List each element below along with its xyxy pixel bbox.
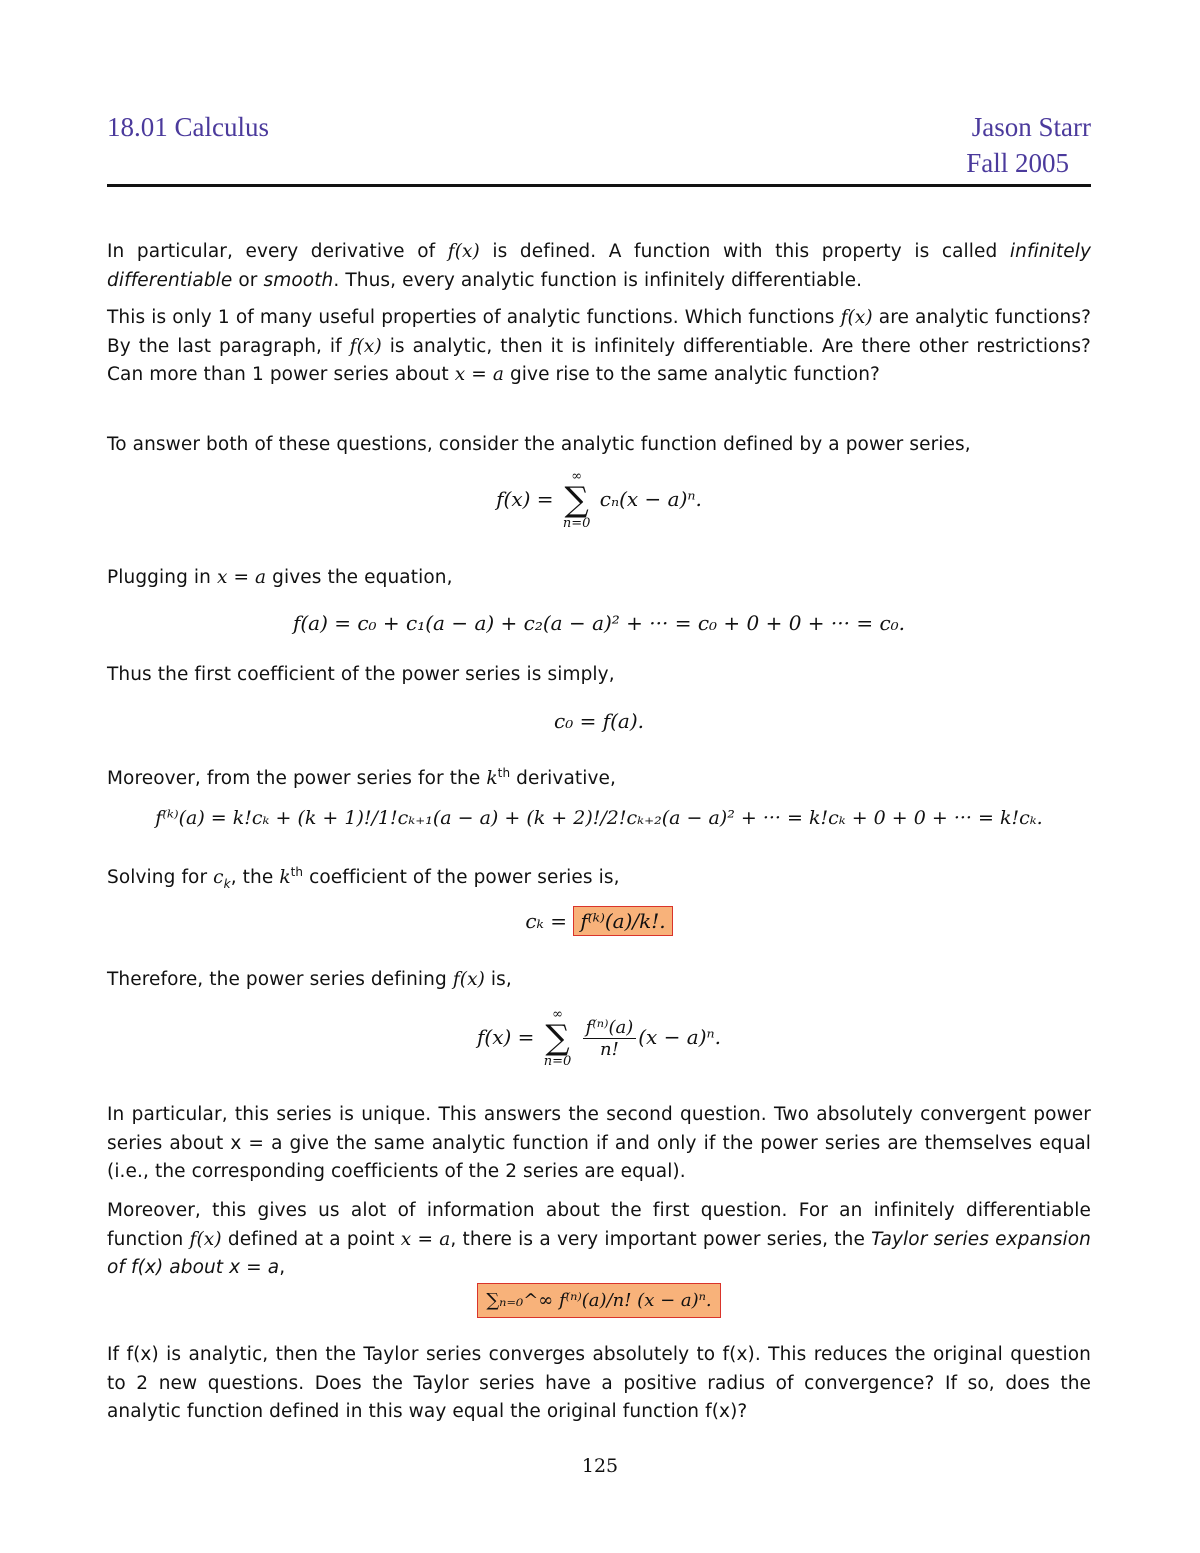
- paragraph-10: [107, 1197, 1091, 1283]
- paragraph-3: To answer both of these questions, consider the analytic function defined by a power series,: [107, 434, 971, 455]
- equation-kth-derivative: [107, 807, 1091, 829]
- text: coefficient of the power series is,: [303, 867, 620, 889]
- math-fx: f(x): [452, 969, 485, 990]
- page-header: [107, 108, 1091, 186]
- highlight-box: [573, 906, 672, 936]
- paragraph-5: Thus the first coefficient of the power series is simply,: [107, 664, 615, 685]
- sigma-symbol: ∑: [564, 480, 589, 520]
- eq-lhs: cₖ =: [525, 909, 567, 933]
- emphasis-smooth: smooth: [263, 269, 334, 291]
- fraction-numerator: f⁽ⁿ⁾(a): [583, 1017, 637, 1039]
- text: ,: [279, 1257, 286, 1278]
- math-fx: f(x): [349, 335, 382, 357]
- text: give rise to the same analytic function?: [503, 364, 880, 385]
- text: is,: [484, 969, 512, 990]
- summation: [544, 1008, 572, 1068]
- term-label: Fall 2005: [966, 148, 1069, 178]
- text: is defined. A function with this property is called: [479, 241, 1010, 262]
- superscript-th: th: [497, 766, 511, 780]
- sigma-symbol: ∑: [545, 1018, 570, 1058]
- text: is analytic, then it is infinitely differentiable. Are there other restrictions? Can more than 1 power series about: [107, 335, 1091, 385]
- eq-lhs: f(x) =: [496, 486, 554, 511]
- text: derivative,: [510, 768, 617, 790]
- text: Moreover, this gives us alot of information about the first question. For an infinitely differentiable function: [107, 1200, 1091, 1250]
- equation-f-of-a: [107, 611, 1091, 635]
- sum-lower: n=0: [543, 1054, 572, 1069]
- emphasis-taylor-series: Taylor series expansion of f(x) about x = a: [107, 1228, 1092, 1278]
- highlight-box: [477, 1283, 720, 1318]
- math-xa: x = a: [216, 567, 267, 588]
- text: , the: [230, 867, 280, 889]
- equation-c0: [107, 709, 1091, 733]
- author-name: Jason Starr: [971, 112, 1091, 142]
- text: In particular, every derivative of: [107, 241, 448, 262]
- math-fx: f(x): [447, 241, 480, 262]
- superscript-th: th: [290, 865, 304, 879]
- math-xa: x = a: [400, 1228, 451, 1250]
- paragraph-11: If f(x) is analytic, then the Taylor series converges absolutely to f(x). This reduces the original question to 2 new questions. Does the Taylor series have a positive radius of convergence? If so, does the analytic function defined in this way equal the original function f(x)?: [107, 1344, 1091, 1422]
- text: or: [232, 269, 264, 291]
- text: Moreover, from the power series for the: [107, 768, 487, 790]
- equation-ck: [107, 906, 1091, 936]
- eq-text: c₀ = f(a).: [554, 709, 644, 733]
- summation: [563, 470, 591, 530]
- paragraph-2: [107, 304, 1091, 390]
- math-c: c: [213, 867, 224, 889]
- text: This is only 1 of many useful properties of analytic functions. Which functions: [107, 307, 841, 328]
- paragraph-6: [107, 759, 1091, 794]
- text: defined at a point: [221, 1228, 401, 1250]
- page-number: 125: [581, 1455, 619, 1477]
- math-fx: f(x): [189, 1228, 222, 1250]
- eq-rhs: cₙ(x − a)ⁿ.: [599, 486, 702, 511]
- equation-taylor-boxed: [107, 1283, 1091, 1318]
- math-k: k: [279, 867, 291, 889]
- eq-text: f(a) = c₀ + c₁(a − a) + c₂(a − a)² + ··· = c₀ + 0 + 0 + ··· = c₀.: [292, 611, 906, 635]
- text: . Thus, every analytic function is infinitely differentiable.: [333, 269, 863, 291]
- eq-text: f⁽ᵏ⁾(a) = k!cₖ + (k + 1)!/1!cₖ₊₁(a − a) + (k + 2)!/2!cₖ₊₂(a − a)² + ··· = k!cₖ + 0 + 0 + ··· = k!cₖ.: [155, 807, 1043, 829]
- text: are analytic functions? By the last paragraph, if: [107, 307, 1091, 357]
- equation-taylor: [107, 1008, 1091, 1068]
- text: , there is a very important power series, the: [450, 1228, 872, 1250]
- paragraph-8: [107, 966, 1091, 995]
- paragraph-9: In particular, this series is unique. This answers the second question. Two absolutely convergent power series about x = a give the same analytic function if and only if the power series are themselves equal (i.e., the corresponding coefficients of the 2 series are equal).: [107, 1104, 1091, 1182]
- text: Plugging in: [107, 567, 217, 588]
- paragraph-4: [107, 564, 1091, 593]
- header-rule: [107, 184, 1091, 187]
- math-fx: f(x): [840, 307, 873, 328]
- math-xa: x = a: [454, 364, 504, 385]
- eq-boxed: f⁽ᵏ⁾(a)/k!.: [580, 909, 666, 933]
- eq-lhs: f(x) =: [477, 1024, 535, 1049]
- text: gives the equation,: [266, 567, 453, 588]
- text: Therefore, the power series defining: [107, 969, 453, 990]
- text: Solving for: [107, 867, 214, 889]
- sum-lower: n=0: [562, 516, 591, 531]
- eq-boxed: ∑ₙ₌₀^∞ f⁽ⁿ⁾(a)/n! (x − a)ⁿ.: [486, 1290, 712, 1311]
- math-k: k: [486, 768, 498, 790]
- emphasis-infinitely-differentiable: infinitely differentiable: [107, 241, 1091, 291]
- fraction-denominator: n!: [600, 1038, 619, 1060]
- math-subscript-k: k: [223, 876, 231, 891]
- sum-upper: ∞: [571, 469, 583, 484]
- sum-upper: ∞: [552, 1007, 563, 1022]
- eq-rhs: (x − a)ⁿ.: [638, 1024, 721, 1049]
- course-title: 18.01 Calculus: [107, 112, 269, 142]
- paragraph-1: [107, 238, 1091, 295]
- paragraph-7: [107, 858, 1091, 898]
- fraction: [583, 1017, 637, 1060]
- equation-power-series: [107, 470, 1091, 530]
